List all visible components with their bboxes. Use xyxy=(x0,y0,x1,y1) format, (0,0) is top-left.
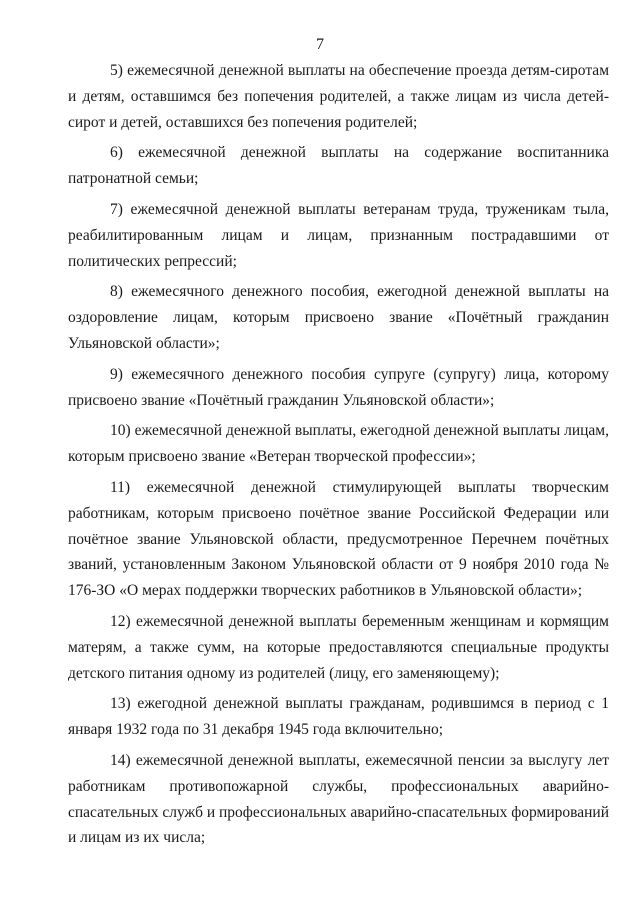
list-item-13: 13) ежегодной денежной выплаты гражданам, родившимся в период с 1 января 1932 года по 31 декабря 1945 года включительно; xyxy=(68,695,609,739)
document-body xyxy=(68,58,609,851)
list-item-7: 7) ежемесячной денежной выплаты ветеранам труда, труженикам тыла, реабилитированным лицам и лицам, признанным пострадавшими от политических репрессий; xyxy=(68,200,609,270)
list-item-12: 12) ежемесячной денежной выплаты беременным женщинам и кормящим матерям, а также сумм, на которые предоставляются специальные продукты детского питания одному из родителей (лицу, его заменяющему); xyxy=(68,612,609,682)
list-item-11: 11) ежемесячной денежной стимулирующей выплаты творческим работникам, которым присвоено почётное звание Российской Федерации или почётное звание Ульяновской области, предусмотренное Перечнем почётных званий, установленным Законом Ульяновской области от 9 ноября 2010 года № 176-ЗО «О мерах поддержки творческих работников в Ульяновской области»; xyxy=(68,478,609,600)
list-item-14: 14) ежемесячной денежной выплаты, ежемесячной пенсии за выслугу лет работникам противопожарной службы, профессиональных аварийно-спасательных служб и профессиональных аварийно-спасательных формирований и лицам из их числа; xyxy=(68,751,609,847)
list-item-5: 5) ежемесячной денежной выплаты на обеспечение проезда детям-сиротам и детям, оставшимся без попечения родителей, а также лицам из числа детей-сирот и детей, оставшихся без попечения родителей; xyxy=(68,62,609,131)
list-item-9: 9) ежемесячного денежного пособия супруге (супругу) лица, которому присвоено звание «Почётный гражданин Ульяновской области»; xyxy=(68,365,609,409)
list-item-8: 8) ежемесячного денежного пособия, ежегодной денежной выплаты на оздоровление лицам, которым присвоено звание «Почётный гражданин Ульяновской области»; xyxy=(68,283,609,352)
page-number: 7 xyxy=(316,36,324,53)
list-item-6: 6) ежемесячной денежной выплаты на содержание воспитанника патронатной семьи; xyxy=(68,144,609,188)
list-item-10: 10) ежемесячной денежной выплаты, ежегодной денежной выплаты лицам, которым присвоено звание «Ветеран творческой профессии»; xyxy=(68,422,609,466)
